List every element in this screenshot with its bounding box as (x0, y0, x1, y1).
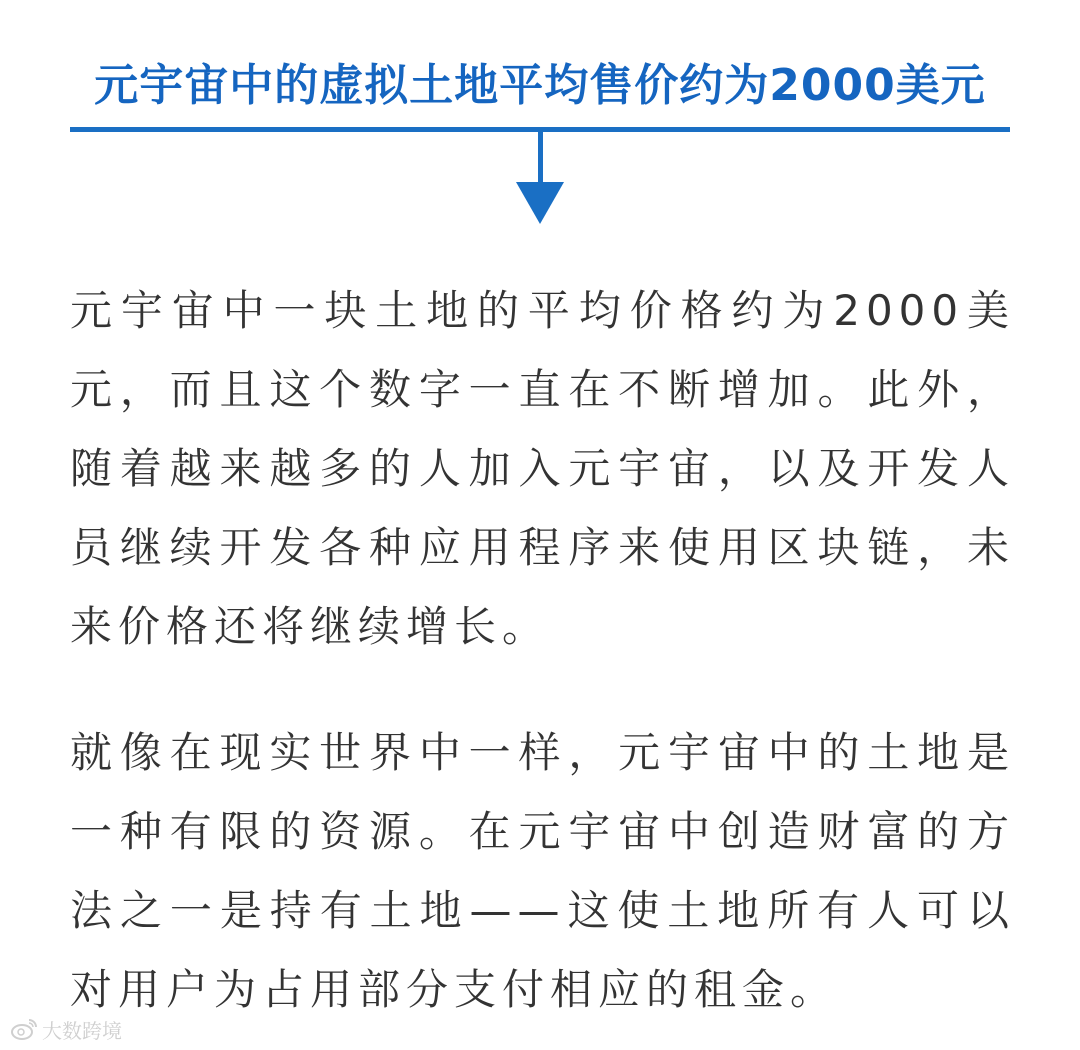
page-title: 元宇宙中的虚拟土地平均售价约为2000美元 (94, 60, 986, 111)
weibo-icon (10, 1017, 38, 1041)
arrow-down-stem (538, 132, 543, 184)
arrow-down-icon (516, 182, 564, 224)
body-paragraph-2: 就像在现实世界中一样，元宇宙中的土地是一种有限的资源。在元宇宙中创造财富的方法之一是持有土地——这使土地所有人可以对用户为占用部分支付相应的租金。 (70, 728, 1015, 1014)
watermark-text: 大数跨境 (42, 1018, 122, 1043)
body-paragraph-1: 元宇宙中一块土地的平均价格约为2000美元，而且这个数字一直在不断增加。此外，随着越来越多的人加入元宇宙，以及开发人员继续开发各种应用程序来使用区块链，未来价格还将继续增长。 (70, 286, 1015, 651)
watermark (10, 1015, 122, 1043)
